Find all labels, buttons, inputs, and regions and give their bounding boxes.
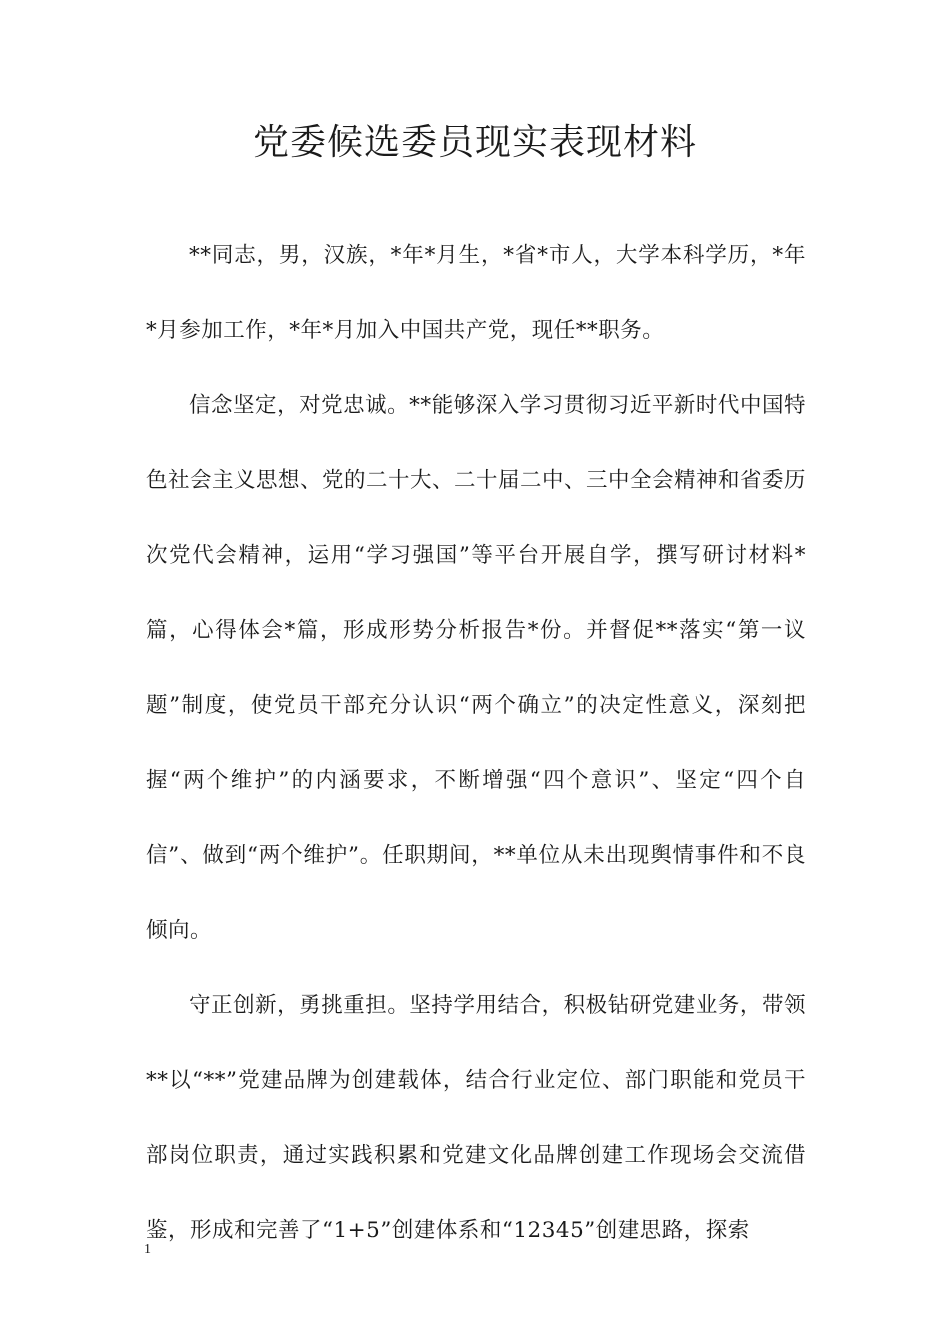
document-body — [146, 218, 806, 1268]
paragraph-innovation: 守正创新，勇挑重担。坚持学用结合，积极钻研党建业务，带领**以“**”党建品牌为创建载体，结合行业定位、部门职能和党员干部岗位职责，通过实践积累和党建文化品牌创建工作现场会交流借鉴，形成和完善了“1+5”创建体系和“12345”创建思路，探索 — [146, 993, 806, 1243]
paragraph-personal-info: **同志，男，汉族，*年*月生，*省*市人，大学本科学历，*年*月参加工作，*年*月加入中国共产党，现任**职务。 — [146, 243, 806, 343]
page-number: 1 — [144, 1242, 151, 1257]
paragraph-political-loyalty: 信念坚定，对党忠诚。**能够深入学习贯彻习近平新时代中国特色社会主义思想、党的二十大、二十届二中、三中全会精神和省委历次党代会精神，运用“学习强国”等平台开展自学，撰写研讨材料*篇，心得体会*篇，形成形势分析报告*份。并督促**落实“第一议题”制度，使党员干部充分认识“两个确立”的决定性意义，深刻把握“两个维护”的内涵要求，不断增强“四个意识”、坚定“四个自信”、做到“两个维护”。任职期间，**单位从未出现舆情事件和不良倾向。 — [146, 393, 807, 943]
document-title: 党委候选委员现实表现材料 — [252, 122, 697, 163]
